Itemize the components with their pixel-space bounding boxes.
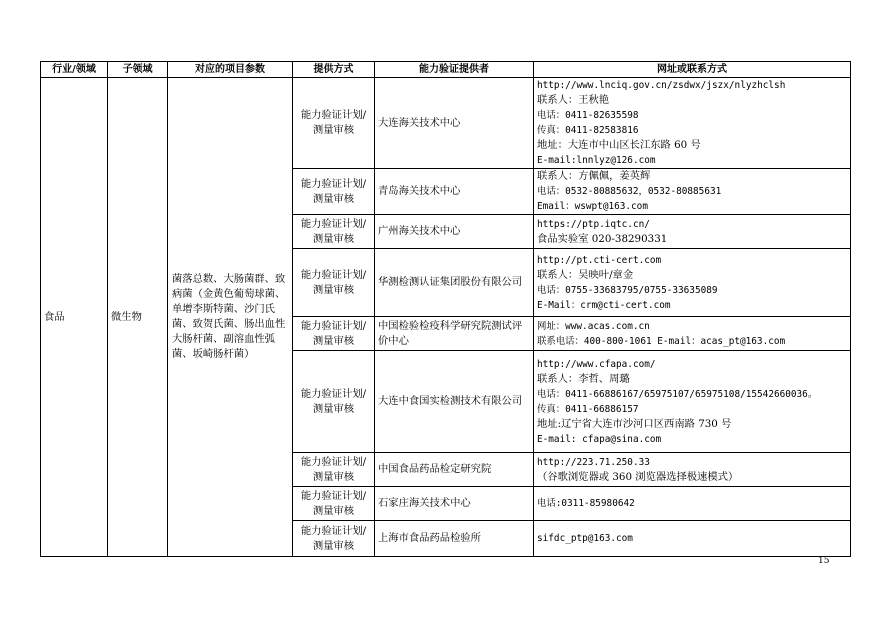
contact-line: 地址:辽宁省大连市沙河口区西南路 730 号 bbox=[537, 417, 732, 430]
contact-line[interactable]: http://www.cfapa.com/ bbox=[537, 358, 656, 370]
contact-line: Email：wswpt@163.com bbox=[537, 201, 648, 212]
provider-cell: 大连中食国实检测技术有限公司 bbox=[375, 351, 534, 453]
method-cell: 能力验证计划/测量审核 bbox=[293, 521, 375, 557]
contact-line: 电话:0311-85980642 bbox=[537, 498, 635, 509]
table-row bbox=[41, 78, 851, 169]
contact-cell bbox=[534, 78, 851, 169]
contact-cell bbox=[534, 521, 851, 557]
contact-line: 联系人：方佩佩，姜英辉 bbox=[537, 170, 651, 182]
contact-cell bbox=[534, 317, 851, 351]
method-cell: 能力验证计划/测量审核 bbox=[293, 351, 375, 453]
contact-line: 电话：0532-80885632，0532-80885631 bbox=[537, 186, 722, 197]
header-params: 对应的项目参数 bbox=[168, 62, 293, 78]
contact-line[interactable]: http://pt.cti-cert.com bbox=[537, 254, 662, 266]
contact-line: 联系人：李哲、周璐 bbox=[537, 372, 630, 385]
method-cell: 能力验证计划/测量审核 bbox=[293, 487, 375, 521]
header-contact: 网址或联系方式 bbox=[534, 62, 851, 78]
contact-cell bbox=[534, 215, 851, 249]
contact-line: sifdc_ptp@163.com bbox=[537, 533, 633, 544]
page-number: 15 bbox=[818, 556, 830, 566]
contact-cell bbox=[534, 169, 851, 215]
provider-cell: 上海市食品药品检验所 bbox=[375, 521, 534, 557]
header-industry: 行业/领域 bbox=[41, 62, 108, 78]
contact-cell bbox=[534, 249, 851, 317]
contact-cell bbox=[534, 487, 851, 521]
provider-cell: 大连海关技术中心 bbox=[375, 78, 534, 169]
provider-cell: 石家庄海关技术中心 bbox=[375, 487, 534, 521]
subfield-cell: 微生物 bbox=[108, 78, 168, 557]
contact-line: 电话：0411-66886167/65975107/65975108/15542660036。 bbox=[537, 388, 818, 400]
contact-cell bbox=[534, 453, 851, 487]
method-cell: 能力验证计划/测量审核 bbox=[293, 169, 375, 215]
contact-line: 联系人：王秋艳 bbox=[537, 94, 610, 106]
contact-line: 联系电话：400-800-1061 E-mail：acas_pt@163.com bbox=[537, 335, 786, 347]
contact-line: （谷歌浏览器或 360 浏览器选择极速模式） bbox=[537, 470, 739, 483]
contact-line: 联系人：吴映叶/章金 bbox=[537, 268, 634, 281]
contact-line: 电话：0755-33683795/0755-33635089 bbox=[537, 284, 718, 296]
method-cell: 能力验证计划/测量审核 bbox=[293, 453, 375, 487]
contact-line: 地址：大连市中山区长江东路 60 号 bbox=[537, 139, 701, 151]
contact-line: E-mail:lnnlyz@126.com bbox=[537, 155, 656, 166]
header-method: 提供方式 bbox=[293, 62, 375, 78]
contact-line: 传真：0411-66886157 bbox=[537, 403, 639, 415]
contact-cell bbox=[534, 351, 851, 453]
params-cell: 菌落总数、大肠菌群、致病菌（金黄色葡萄球菌、单增李斯特菌、沙门氏菌、致贺氏菌、肠出血性大肠杆菌、副溶血性弧菌、坂崎肠杆菌） bbox=[168, 78, 293, 557]
method-cell: 能力验证计划/测量审核 bbox=[293, 317, 375, 351]
method-cell: 能力验证计划/测量审核 bbox=[293, 249, 375, 317]
contact-line: 食品实验室 020-38290331 bbox=[537, 232, 668, 245]
header-row bbox=[41, 62, 851, 78]
pt-provider-table bbox=[40, 61, 851, 557]
contact-line[interactable]: http://223.71.250.33 bbox=[537, 456, 650, 468]
contact-line[interactable]: http://www.lnciq.gov.cn/zsdwx/jszx/nlyzhclsh bbox=[537, 80, 786, 91]
contact-line: E-Mail：crm@cti-cert.com bbox=[537, 299, 671, 311]
provider-cell: 中国检验检疫科学研究院测试评价中心 bbox=[375, 317, 534, 351]
contact-line: 传真：0411-82583816 bbox=[537, 125, 639, 136]
contact-line[interactable]: https://ptp.iqtc.cn/ bbox=[537, 218, 650, 230]
method-cell: 能力验证计划/测量审核 bbox=[293, 78, 375, 169]
header-subfield: 子领域 bbox=[108, 62, 168, 78]
method-cell: 能力验证计划/测量审核 bbox=[293, 215, 375, 249]
provider-cell: 华测检测认证集团股份有限公司 bbox=[375, 249, 534, 317]
contact-line: E-mail: cfapa@sina.com bbox=[537, 433, 662, 445]
provider-cell: 青岛海关技术中心 bbox=[375, 169, 534, 215]
industry-cell: 食品 bbox=[41, 78, 108, 557]
contact-line: 网址：www.acas.com.cn bbox=[537, 320, 650, 332]
provider-cell: 中国食品药品检定研究院 bbox=[375, 453, 534, 487]
provider-cell: 广州海关技术中心 bbox=[375, 215, 534, 249]
header-provider: 能力验证提供者 bbox=[375, 62, 534, 78]
contact-line: 电话：0411-82635598 bbox=[537, 110, 639, 121]
